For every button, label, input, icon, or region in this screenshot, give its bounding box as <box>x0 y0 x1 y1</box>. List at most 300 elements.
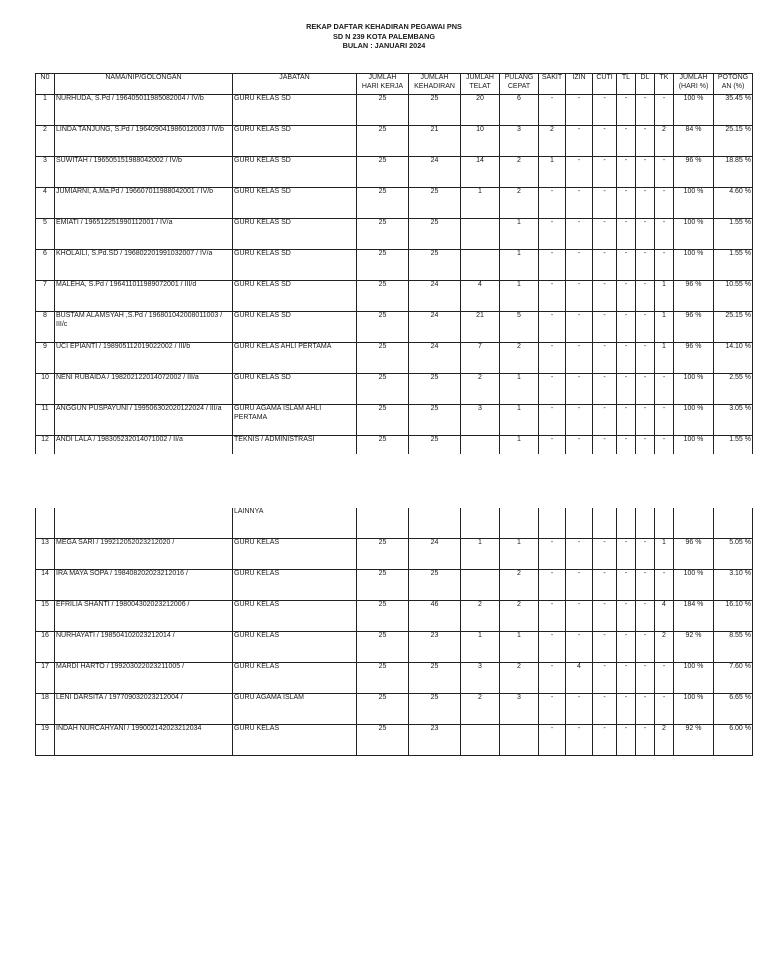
table-row <box>36 188 753 219</box>
row-cuti: - <box>593 405 617 436</box>
row-dl: - <box>636 631 655 662</box>
row-cuti: - <box>593 436 617 454</box>
row-pulang-cepat: 2 <box>500 188 539 219</box>
row-potongan: 6.65 % <box>714 693 753 724</box>
row-jabatan: GURU KELAS <box>233 600 357 631</box>
row-kehadiran: 25 <box>409 374 461 405</box>
row-telat: 1 <box>461 538 500 569</box>
row-kehadiran: 25 <box>409 188 461 219</box>
row-tl: - <box>617 405 636 436</box>
row-izin: - <box>566 436 593 454</box>
table-row <box>36 126 753 157</box>
row-jumlah-hari: 100 % <box>674 374 714 405</box>
row-cuti: - <box>593 126 617 157</box>
row-dl: - <box>636 250 655 281</box>
table-row <box>36 157 753 188</box>
row-no: 7 <box>36 281 55 312</box>
row-nama: UCI EPIANTI / 198905112019022002 / III/b <box>55 343 233 374</box>
row-telat <box>461 569 500 600</box>
table-row <box>36 724 753 755</box>
row-jumlah-hari: 100 % <box>674 436 714 454</box>
row-telat <box>461 436 500 454</box>
row-tl: - <box>617 343 636 374</box>
row-nama: EMIATI / 196512251990112001 / IV/a <box>55 219 233 250</box>
row-tk: - <box>655 95 674 126</box>
col-no: N0 <box>36 74 55 95</box>
row-telat: 3 <box>461 405 500 436</box>
row-sakit: - <box>539 600 566 631</box>
row-nama: KHOLAILI, S.Pd.SD / 196802201991032007 / IV/a <box>55 250 233 281</box>
row-dl: - <box>636 693 655 724</box>
row-hari-kerja: 25 <box>357 693 409 724</box>
row-telat: 2 <box>461 600 500 631</box>
row-jumlah-hari: 96 % <box>674 281 714 312</box>
row-tl: - <box>617 631 636 662</box>
row-dl: - <box>636 157 655 188</box>
row-dl: - <box>636 662 655 693</box>
row-tk: 2 <box>655 724 674 755</box>
row-pulang-cepat: 1 <box>500 436 539 454</box>
row-tl: - <box>617 693 636 724</box>
row-potongan: 3.05 % <box>714 405 753 436</box>
row-telat <box>461 219 500 250</box>
row-jumlah-hari: 100 % <box>674 250 714 281</box>
row-sakit: - <box>539 693 566 724</box>
row-no: 17 <box>36 662 55 693</box>
row-hari-kerja: 25 <box>357 250 409 281</box>
row-kehadiran: 25 <box>409 569 461 600</box>
row-nama: LINDA TANJUNG, S.Pd / 196409041986012003 / IV/b <box>55 126 233 157</box>
row-tk: 1 <box>655 281 674 312</box>
row-dl: - <box>636 312 655 343</box>
table-row <box>36 281 753 312</box>
row-tl: - <box>617 724 636 755</box>
row-no: 8 <box>36 312 55 343</box>
row-no: 11 <box>36 405 55 436</box>
row-dl: - <box>636 538 655 569</box>
row-pulang-cepat: 1 <box>500 631 539 662</box>
row-nama: IRA MAYA SOPA / 198408202023212016 / <box>55 569 233 600</box>
row-jabatan: GURU KELAS <box>233 662 357 693</box>
row-jumlah-hari: 184 % <box>674 600 714 631</box>
row-sakit: - <box>539 343 566 374</box>
row-jabatan: GURU KELAS <box>233 569 357 600</box>
row-hari-kerja: 25 <box>357 600 409 631</box>
row-izin: - <box>566 95 593 126</box>
row-potongan: 35.45 % <box>714 95 753 126</box>
row-kehadiran: 24 <box>409 538 461 569</box>
row-tk: - <box>655 219 674 250</box>
row-izin: - <box>566 569 593 600</box>
row-dl: - <box>636 724 655 755</box>
row-no: 3 <box>36 157 55 188</box>
row-tl: - <box>617 569 636 600</box>
row-jabatan: GURU KELAS <box>233 538 357 569</box>
row-no: 5 <box>36 219 55 250</box>
row-izin: - <box>566 281 593 312</box>
table-row <box>36 693 753 724</box>
row-sakit: - <box>539 569 566 600</box>
row-nama: EFRILIA SHANTI / 198004302023212006 / <box>55 600 233 631</box>
row-jabatan: GURU KELAS SD <box>233 95 357 126</box>
table-row <box>36 374 753 405</box>
row-dl: - <box>636 95 655 126</box>
row-pulang-cepat: 6 <box>500 95 539 126</box>
row-no: 9 <box>36 343 55 374</box>
row-kehadiran: 25 <box>409 662 461 693</box>
row-potongan: 5.05 % <box>714 538 753 569</box>
row-tl: - <box>617 281 636 312</box>
row-cuti: - <box>593 374 617 405</box>
row-tl: - <box>617 250 636 281</box>
row-izin: - <box>566 631 593 662</box>
row-potongan: 1.55 % <box>714 219 753 250</box>
row-dl: - <box>636 343 655 374</box>
row-izin: - <box>566 374 593 405</box>
row-cuti: - <box>593 95 617 126</box>
row-kehadiran: 24 <box>409 281 461 312</box>
col-sakit: SAKIT <box>539 74 566 95</box>
row-potongan: 18.85 % <box>714 157 753 188</box>
row-no: 12 <box>36 436 55 454</box>
row-jabatan: GURU KELAS SD <box>233 157 357 188</box>
row-sakit: 2 <box>539 126 566 157</box>
row-tk: 1 <box>655 312 674 343</box>
row-hari-kerja: 25 <box>357 188 409 219</box>
row-tl: - <box>617 157 636 188</box>
row-potongan: 1.55 % <box>714 250 753 281</box>
attendance-table-part1 <box>35 73 753 454</box>
row-jumlah-hari: 92 % <box>674 724 714 755</box>
row-jabatan: GURU KELAS <box>233 724 357 755</box>
row-telat: 4 <box>461 281 500 312</box>
row-hari-kerja: 25 <box>357 281 409 312</box>
row-cuti: - <box>593 188 617 219</box>
row-sakit: - <box>539 436 566 454</box>
row-izin: - <box>566 600 593 631</box>
row-sakit: - <box>539 281 566 312</box>
col-jabatan: JABATAN <box>233 74 357 95</box>
row-potongan: 8.55 % <box>714 631 753 662</box>
row-potongan: 25.15 % <box>714 126 753 157</box>
row-pulang-cepat: 3 <box>500 693 539 724</box>
row-hari-kerja: 25 <box>357 95 409 126</box>
row-potongan: 3.10 % <box>714 569 753 600</box>
row-tl: - <box>617 374 636 405</box>
row-pulang-cepat: 1 <box>500 281 539 312</box>
row-kehadiran: 25 <box>409 250 461 281</box>
row-hari-kerja: 25 <box>357 631 409 662</box>
row-dl: - <box>636 405 655 436</box>
row-tk: 1 <box>655 538 674 569</box>
report-title: REKAP DAFTAR KEHADIRAN PEGAWAI PNS <box>306 22 462 31</box>
row-nama: LENI DARSITA / 197709032023212004 / <box>55 693 233 724</box>
row-pulang-cepat: 2 <box>500 343 539 374</box>
row-pulang-cepat: 2 <box>500 662 539 693</box>
row-jumlah-hari: 92 % <box>674 631 714 662</box>
row-izin: - <box>566 157 593 188</box>
row-nama: JUMIARNI, A.Ma.Pd / 196607011988042001 / IV/b <box>55 188 233 219</box>
row-kehadiran: 24 <box>409 157 461 188</box>
row-jumlah-hari: 96 % <box>674 538 714 569</box>
row-hari-kerja: 25 <box>357 126 409 157</box>
row-tl: - <box>617 126 636 157</box>
row-hari-kerja: 25 <box>357 343 409 374</box>
row-pulang-cepat: 3 <box>500 126 539 157</box>
row-dl: - <box>636 569 655 600</box>
row-sakit: - <box>539 188 566 219</box>
row-dl: - <box>636 188 655 219</box>
continuation-jabatan: LAINNYA <box>233 508 357 538</box>
row-telat: 21 <box>461 312 500 343</box>
row-jumlah-hari: 100 % <box>674 569 714 600</box>
row-sakit: - <box>539 312 566 343</box>
row-jumlah-hari: 96 % <box>674 157 714 188</box>
row-telat: 10 <box>461 126 500 157</box>
row-sakit: - <box>539 374 566 405</box>
row-dl: - <box>636 600 655 631</box>
row-jumlah-hari: 100 % <box>674 188 714 219</box>
table-row <box>36 343 753 374</box>
row-potongan: 2.55 % <box>714 374 753 405</box>
row-jumlah-hari: 100 % <box>674 662 714 693</box>
row-dl: - <box>636 436 655 454</box>
row-sakit: - <box>539 250 566 281</box>
row-jabatan: GURU KELAS SD <box>233 312 357 343</box>
col-dl: DL <box>636 74 655 95</box>
row-tk: - <box>655 662 674 693</box>
row-izin: - <box>566 343 593 374</box>
row-jumlah-hari: 100 % <box>674 693 714 724</box>
row-izin: 4 <box>566 662 593 693</box>
row-cuti: - <box>593 281 617 312</box>
row-telat: 1 <box>461 188 500 219</box>
row-potongan: 10.55 % <box>714 281 753 312</box>
row-sakit: - <box>539 95 566 126</box>
row-pulang-cepat: 2 <box>500 600 539 631</box>
row-tl: - <box>617 662 636 693</box>
row-cuti: - <box>593 538 617 569</box>
row-potongan: 4.60 % <box>714 188 753 219</box>
row-potongan: 7.60 % <box>714 662 753 693</box>
row-jabatan: GURU KELAS SD <box>233 219 357 250</box>
row-no: 6 <box>36 250 55 281</box>
row-tl: - <box>617 188 636 219</box>
row-telat: 3 <box>461 662 500 693</box>
row-jabatan: GURU AGAMA ISLAM AHLI PERTAMA <box>233 405 357 436</box>
row-tk: - <box>655 250 674 281</box>
row-tk: - <box>655 374 674 405</box>
row-cuti: - <box>593 157 617 188</box>
row-cuti: - <box>593 662 617 693</box>
row-kehadiran: 24 <box>409 343 461 374</box>
row-pulang-cepat: 1 <box>500 405 539 436</box>
row-no: 10 <box>36 374 55 405</box>
table-row <box>36 631 753 662</box>
row-tk: 2 <box>655 126 674 157</box>
row-nama: BUSTAM ALAMSYAH ,S.Pd / 196801042008011003 / III/c <box>55 312 233 343</box>
row-jabatan: GURU KELAS SD <box>233 250 357 281</box>
row-sakit: - <box>539 538 566 569</box>
row-tl: - <box>617 312 636 343</box>
row-hari-kerja: 25 <box>357 436 409 454</box>
row-no: 1 <box>36 95 55 126</box>
row-izin: - <box>566 126 593 157</box>
row-tk: 2 <box>655 631 674 662</box>
row-kehadiran: 46 <box>409 600 461 631</box>
row-jabatan: GURU KELAS SD <box>233 188 357 219</box>
row-hari-kerja: 25 <box>357 538 409 569</box>
row-kehadiran: 25 <box>409 436 461 454</box>
row-nama: NENI RUBAIDA / 198202122014072002 / III/a <box>55 374 233 405</box>
col-kehadiran: JUMLAH KEHADIRAN <box>409 74 461 95</box>
row-izin: - <box>566 538 593 569</box>
col-cuti: CUTI <box>593 74 617 95</box>
row-telat <box>461 724 500 755</box>
row-hari-kerja: 25 <box>357 219 409 250</box>
row-nama: MALEHA, S.Pd / 196411011989072001 / III/d <box>55 281 233 312</box>
row-izin: - <box>566 693 593 724</box>
table-row <box>36 569 753 600</box>
row-kehadiran: 25 <box>409 693 461 724</box>
row-sakit: - <box>539 219 566 250</box>
row-no: 4 <box>36 188 55 219</box>
row-kehadiran: 23 <box>409 724 461 755</box>
row-jabatan: GURU AGAMA ISLAM <box>233 693 357 724</box>
row-izin: - <box>566 405 593 436</box>
table-row <box>36 405 753 436</box>
row-sakit: - <box>539 405 566 436</box>
col-pulang-cepat: PULANG CEPAT <box>500 74 539 95</box>
col-izin: IZIN <box>566 74 593 95</box>
col-tk: TK <box>655 74 674 95</box>
row-nama: NURHUDA, S.Pd / 196405011985082004 / IV/b <box>55 95 233 126</box>
row-jumlah-hari: 100 % <box>674 95 714 126</box>
row-dl: - <box>636 126 655 157</box>
row-pulang-cepat: 1 <box>500 374 539 405</box>
row-cuti: - <box>593 693 617 724</box>
table-row <box>36 538 753 569</box>
row-jumlah-hari: 96 % <box>674 312 714 343</box>
row-nama: MARDI HARTO / 199203022023211005 / <box>55 662 233 693</box>
row-telat: 20 <box>461 95 500 126</box>
row-tk: 4 <box>655 600 674 631</box>
row-no: 2 <box>36 126 55 157</box>
row-tl: - <box>617 436 636 454</box>
row-cuti: - <box>593 312 617 343</box>
row-cuti: - <box>593 724 617 755</box>
row-tl: - <box>617 95 636 126</box>
row-potongan: 25.15 % <box>714 312 753 343</box>
col-nama: NAMA/NIP/GOLONGAN <box>55 74 233 95</box>
row-tl: - <box>617 219 636 250</box>
row-hari-kerja: 25 <box>357 405 409 436</box>
table-row <box>36 436 753 454</box>
col-potongan: POTONG AN (%) <box>714 74 753 95</box>
row-hari-kerja: 25 <box>357 662 409 693</box>
row-jabatan: GURU KELAS SD <box>233 374 357 405</box>
col-telat: JUMLAH TELAT <box>461 74 500 95</box>
row-potongan: 14.10 % <box>714 343 753 374</box>
row-kehadiran: 23 <box>409 631 461 662</box>
row-nama: ANGGUN PUSPAYUNI / 199506302020122024 / III/a <box>55 405 233 436</box>
continuation-row <box>36 508 753 538</box>
row-nama: SUWITAH / 196505151988042002 / IV/b <box>55 157 233 188</box>
row-kehadiran: 25 <box>409 95 461 126</box>
row-pulang-cepat: 2 <box>500 157 539 188</box>
table-row <box>36 250 753 281</box>
row-dl: - <box>636 374 655 405</box>
row-hari-kerja: 25 <box>357 374 409 405</box>
table-row <box>36 600 753 631</box>
row-tk: - <box>655 436 674 454</box>
row-hari-kerja: 25 <box>357 157 409 188</box>
row-kehadiran: 24 <box>409 312 461 343</box>
row-dl: - <box>636 281 655 312</box>
row-cuti: - <box>593 569 617 600</box>
row-nama: INDAH NURCAHYANI / 199002142023212034 <box>55 724 233 755</box>
row-jabatan: GURU KELAS SD <box>233 281 357 312</box>
row-no: 18 <box>36 693 55 724</box>
row-izin: - <box>566 724 593 755</box>
row-nama: NURHAYATI / 198504102023212014 / <box>55 631 233 662</box>
row-jumlah-hari: 100 % <box>674 219 714 250</box>
row-jabatan: GURU KELAS <box>233 631 357 662</box>
row-sakit: - <box>539 662 566 693</box>
table-row <box>36 662 753 693</box>
row-hari-kerja: 25 <box>357 724 409 755</box>
row-telat: 14 <box>461 157 500 188</box>
table-row <box>36 219 753 250</box>
row-cuti: - <box>593 600 617 631</box>
row-tk: - <box>655 569 674 600</box>
row-tl: - <box>617 538 636 569</box>
col-jumlah-hari: JUMLAH (HARI %) <box>674 74 714 95</box>
row-pulang-cepat: 5 <box>500 312 539 343</box>
report-header <box>0 22 768 51</box>
row-jumlah-hari: 100 % <box>674 405 714 436</box>
row-no: 19 <box>36 724 55 755</box>
row-izin: - <box>566 219 593 250</box>
table-row <box>36 95 753 126</box>
row-telat: 1 <box>461 631 500 662</box>
row-tk: - <box>655 157 674 188</box>
row-pulang-cepat: 1 <box>500 538 539 569</box>
row-sakit: - <box>539 631 566 662</box>
row-pulang-cepat: 1 <box>500 250 539 281</box>
row-nama: ANDI LALA / 198305232014071002 / II/a <box>55 436 233 454</box>
row-cuti: - <box>593 631 617 662</box>
col-hari-kerja: JUMLAH HARI KERJA <box>357 74 409 95</box>
row-cuti: - <box>593 219 617 250</box>
row-telat: 2 <box>461 693 500 724</box>
row-cuti: - <box>593 250 617 281</box>
row-hari-kerja: 25 <box>357 312 409 343</box>
row-kehadiran: 25 <box>409 405 461 436</box>
row-kehadiran: 25 <box>409 219 461 250</box>
row-jabatan: GURU KELAS SD <box>233 126 357 157</box>
row-telat: 2 <box>461 374 500 405</box>
row-pulang-cepat <box>500 724 539 755</box>
row-nama: MEGA SARI / 199212052023212020 / <box>55 538 233 569</box>
row-cuti: - <box>593 343 617 374</box>
row-tk: - <box>655 188 674 219</box>
row-no: 14 <box>36 569 55 600</box>
row-potongan: 6.00 % <box>714 724 753 755</box>
row-pulang-cepat: 1 <box>500 219 539 250</box>
row-jumlah-hari: 96 % <box>674 343 714 374</box>
row-jumlah-hari: 84 % <box>674 126 714 157</box>
